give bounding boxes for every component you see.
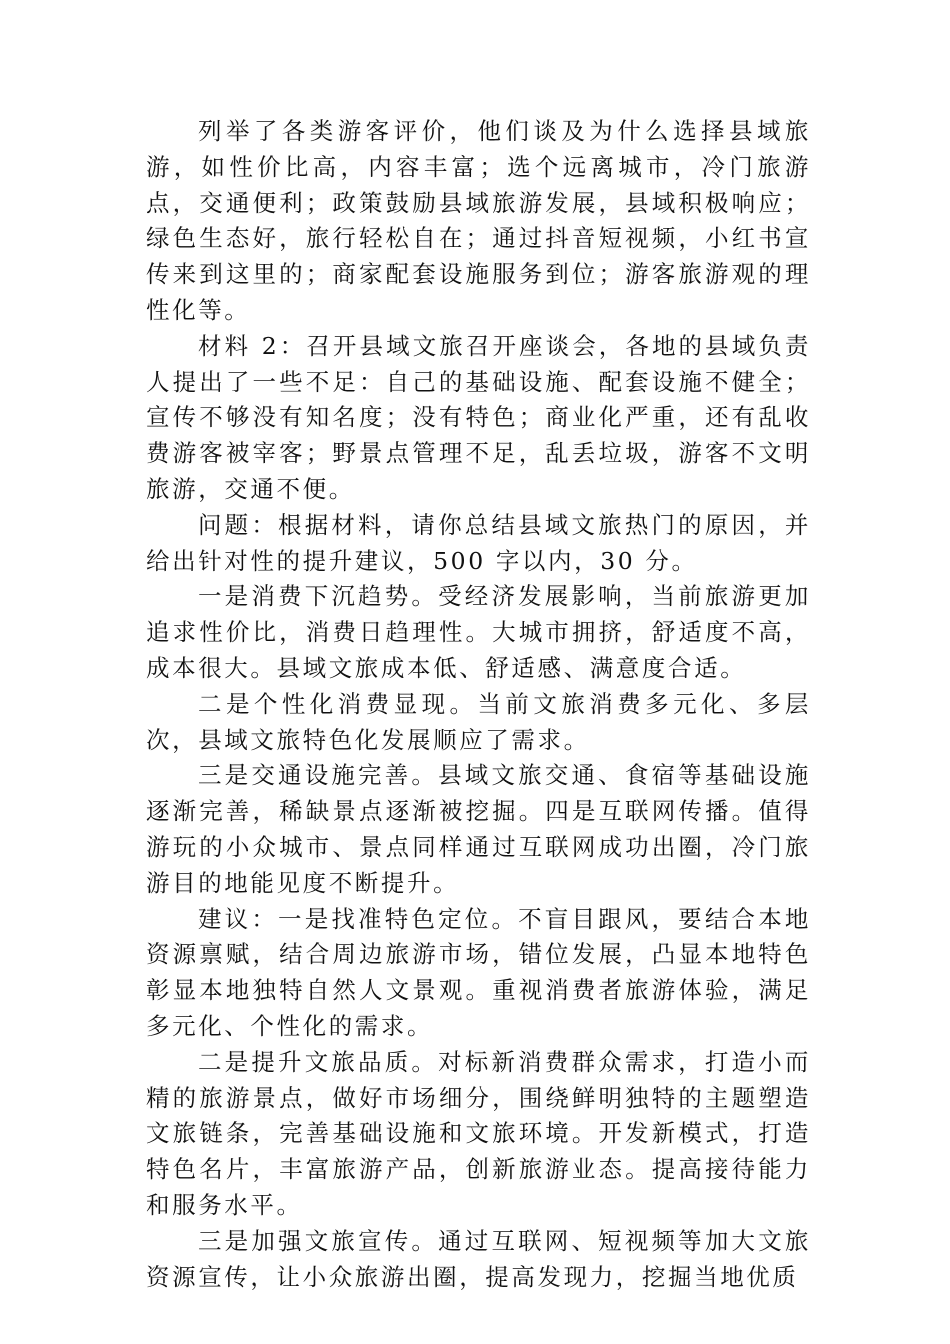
paragraph-question: 问题：根据材料，请你总结县域文旅热门的原因，并给出针对性的提升建议，500 字以内，30 分。: [146, 510, 811, 575]
paragraph-reason-1: 一是消费下沉趋势。受经济发展影响，当前旅游更加追求性价比，消费日趋理性。大城市拥挤，舒适度不高，成本很大。县域文旅成本低、舒适感、满意度合适。: [146, 582, 811, 682]
paragraph-visitor-reviews: 列举了各类游客评价，他们谈及为什么选择县域旅游，如性价比高，内容丰富；选个远离城市，冷门旅游点，交通便利；政策鼓励县域旅游发展，县域积极响应；绿色生态好，旅行轻松自在；通过抖音短视频，小红书宣传来到这里的；商家配套设施服务到位；游客旅游观的理性化等。: [146, 117, 811, 324]
paragraph-suggestion-2: 二是提升文旅品质。对标新消费群众需求，打造小而精的旅游景点，做好市场细分，围绕鲜明独特的主题塑造文旅链条，完善基础设施和文旅环境。开发新模式，打造特色名片，丰富旅游产品，创新旅游业态。提高接待能力和服务水平。: [146, 1047, 811, 1219]
paragraph-reason-3-4: 三是交通设施完善。县域文旅交通、食宿等基础设施逐渐完善，稀缺景点逐渐被挖掘。四是互联网传播。值得游玩的小众城市、景点同样通过互联网成功出圈，冷门旅游目的地能见度不断提升。: [146, 761, 811, 897]
paragraph-reason-2: 二是个性化消费显现。当前文旅消费多元化、多层次，县域文旅特色化发展顺应了需求。: [146, 689, 811, 754]
paragraph-suggestion-3: 三是加强文旅宣传。通过互联网、短视频等加大文旅资源宣传，让小众旅游出圈，提高发现力，挖掘当地优质: [146, 1226, 811, 1291]
document-body: [146, 114, 811, 1295]
paragraph-material-2: 材料 2：召开县域文旅召开座谈会，各地的县域负责人提出了一些不足：自己的基础设施、配套设施不健全；宣传不够没有知名度；没有特色；商业化严重，还有乱收费游客被宰客；野景点管理不足，乱丢垃圾，游客不文明旅游，交通不便。: [146, 331, 811, 503]
paragraph-suggestion-1: 建议：一是找准特色定位。不盲目跟风，要结合本地资源禀赋，结合周边旅游市场，错位发展，凸显本地特色彰显本地独特自然人文景观。重视消费者旅游体验，满足多元化、个性化的需求。: [146, 904, 811, 1040]
